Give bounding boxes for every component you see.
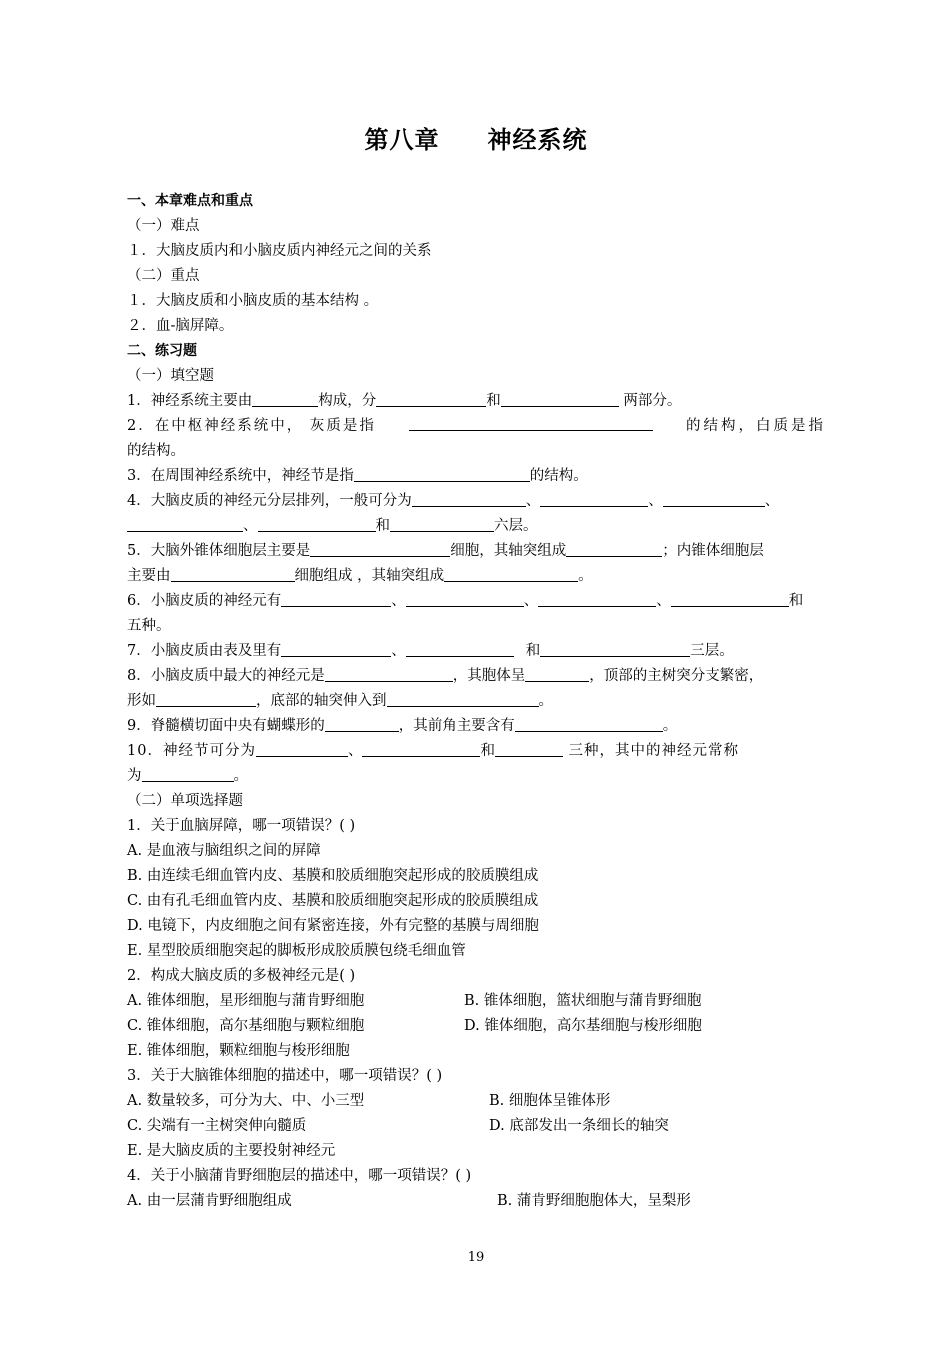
answer-blank[interactable]	[325, 715, 399, 732]
choice-option[interactable]: A. 数量较多，可分为大、中、小三型	[127, 1093, 365, 1109]
choice-option[interactable]: D. 底部发出一条细长的轴突	[489, 1118, 669, 1134]
fill-question-3: 3．在周围神经系统中，神经节是指 的结构。	[127, 464, 826, 489]
page-title	[0, 120, 952, 155]
subheading-key: （二）重点	[127, 268, 200, 284]
fill-question-8-continued: 形如 ，底部的轴突伸入到 。	[127, 689, 826, 714]
choice-option[interactable]: C. 锥体细胞，高尔基细胞与颗粒细胞	[127, 1018, 365, 1034]
answer-blank[interactable]	[281, 640, 391, 657]
chapter-number: 第八章	[364, 126, 440, 154]
answer-blank[interactable]	[663, 490, 765, 507]
answer-blank[interactable]	[540, 640, 690, 657]
answer-blank[interactable]	[515, 715, 663, 732]
fill-question-10-continued: 为 。	[127, 764, 826, 789]
choice-option[interactable]: C. 尖端有一主树突伸向髓质	[127, 1118, 307, 1134]
subheading-difficulties: （一）难点	[127, 218, 200, 234]
choice-option[interactable]: D. 锥体细胞，高尔基细胞与梭形细胞	[464, 1018, 702, 1034]
answer-blank[interactable]	[501, 390, 619, 407]
key-item-2: ２．血-脑屏障。	[127, 318, 234, 334]
choice-option[interactable]: B. 锥体细胞，篮状细胞与蒲肯野细胞	[464, 993, 702, 1009]
choice-option[interactable]: B. 由连续毛细血管内皮、基膜和胶质细胞突起形成的胶质膜组成	[127, 868, 539, 884]
section-heading-exercises: 二、练习题	[127, 343, 197, 359]
choice-option-row	[127, 1014, 826, 1039]
choice-option[interactable]: C. 由有孔毛细血管内皮、基膜和胶质细胞突起形成的胶质膜组成	[127, 893, 539, 909]
choice-option[interactable]: A. 是血液与脑组织之间的屏障	[127, 843, 321, 859]
answer-blank[interactable]	[281, 590, 391, 607]
fill-question-6-continued: 五种。	[127, 618, 171, 634]
choice-option[interactable]: A. 由一层蒲肯野细胞组成	[127, 1193, 292, 1209]
answer-blank[interactable]	[390, 515, 494, 532]
answer-blank[interactable]	[256, 740, 348, 757]
choice-option[interactable]: A. 锥体细胞，星形细胞与蒲肯野细胞	[127, 993, 365, 1009]
answer-blank[interactable]	[354, 465, 530, 482]
fill-question-9: 9．脊髓横切面中央有蝴蝶形的 ，其前角主要含有 。	[127, 714, 826, 739]
choice-question-1: 1．关于血脑屏障，哪一项错误？( )	[127, 818, 356, 834]
answer-blank[interactable]	[538, 590, 656, 607]
fill-question-8: 8．小脑皮质中最大的神经元是 ，其胞体呈 ，顶部的主树突分支繁密，	[127, 664, 826, 689]
answer-blank[interactable]	[142, 765, 234, 782]
fill-question-5: 5．大脑外锥体细胞层主要是 细胞，其轴突组成 ；内锥体细胞层	[127, 539, 826, 564]
fill-question-1: 1．神经系统主要由 构成，分 和 两部分。	[127, 389, 826, 414]
answer-blank[interactable]	[127, 515, 243, 532]
answer-blank[interactable]	[444, 565, 578, 582]
answer-blank[interactable]	[252, 390, 318, 407]
choice-option-row	[127, 1114, 826, 1139]
choice-option[interactable]: D. 电镜下，内皮细胞之间有紧密连接，外有完整的基膜与周细胞	[127, 918, 539, 934]
fill-question-2-continued: 的结构。	[127, 443, 185, 459]
choice-option[interactable]: E. 是大脑皮质的主要投射神经元	[127, 1143, 336, 1159]
choice-option-row	[127, 989, 826, 1014]
subheading-fill-blank: （一）填空题	[127, 368, 214, 384]
answer-blank[interactable]	[376, 390, 486, 407]
answer-blank[interactable]	[409, 414, 653, 431]
choice-option-row	[127, 1189, 826, 1214]
answer-blank[interactable]	[258, 515, 376, 532]
choice-option[interactable]: B. 细胞体呈锥体形	[489, 1093, 611, 1109]
answer-blank[interactable]	[387, 690, 539, 707]
fill-question-4: 4．大脑皮质的神经元分层排列，一般可分为 、 、 、	[127, 489, 826, 514]
answer-blank[interactable]	[412, 490, 526, 507]
answer-blank[interactable]	[325, 665, 453, 682]
choice-question-2: 2．构成大脑皮质的多极神经元是( )	[127, 968, 356, 984]
document-body	[127, 189, 826, 1214]
choice-question-4: 4．关于小脑蒲肯野细胞层的描述中，哪一项错误？( )	[127, 1168, 472, 1184]
chapter-name: 神经系统	[487, 126, 588, 154]
answer-blank[interactable]	[671, 590, 789, 607]
choice-option[interactable]: E. 星型胶质细胞突起的脚板形成胶质膜包绕毛细血管	[127, 943, 466, 959]
choice-question-3: 3．关于大脑锥体细胞的描述中，哪一项错误？( )	[127, 1068, 443, 1084]
fill-question-2: 2．在中枢神经系统中， 灰质是指 的结构，白质是指	[127, 414, 826, 439]
answer-blank[interactable]	[566, 540, 662, 557]
answer-blank[interactable]	[525, 665, 589, 682]
choice-option-row	[127, 1089, 826, 1114]
answer-blank[interactable]	[156, 690, 256, 707]
answer-blank[interactable]	[310, 540, 450, 557]
answer-blank[interactable]	[540, 490, 648, 507]
answer-blank[interactable]	[495, 740, 563, 757]
key-item-1: １．大脑皮质和小脑皮质的基本结构 。	[127, 293, 379, 309]
fill-question-10: 10．神经节可分为 、 和 三种，其中的神经元常称	[127, 739, 826, 764]
answer-blank[interactable]	[406, 590, 524, 607]
page-number: 19	[467, 1250, 485, 1265]
choice-option[interactable]: E. 锥体细胞，颗粒细胞与梭形细胞	[127, 1043, 350, 1059]
fill-question-6: 6．小脑皮质的神经元有 、 、 、 和	[127, 589, 826, 614]
fill-question-5-continued: 主要由 细胞组成 ，其轴突组成 。	[127, 564, 826, 589]
subheading-single-choice: （二）单项选择题	[127, 793, 243, 809]
fill-question-4-continued: 、 和 六层。	[127, 514, 826, 539]
answer-blank[interactable]	[362, 740, 480, 757]
answer-blank[interactable]	[171, 565, 295, 582]
answer-blank[interactable]	[406, 640, 514, 657]
difficulty-item-1: １．大脑皮质内和小脑皮质内神经元之间的关系	[127, 243, 432, 259]
section-heading-key-points: 一、本章难点和重点	[127, 193, 253, 209]
choice-option[interactable]: B. 蒲肯野细胞胞体大，呈梨形	[497, 1193, 691, 1209]
fill-question-7: 7．小脑皮质由表及里有 、 和 三层。	[127, 639, 826, 664]
